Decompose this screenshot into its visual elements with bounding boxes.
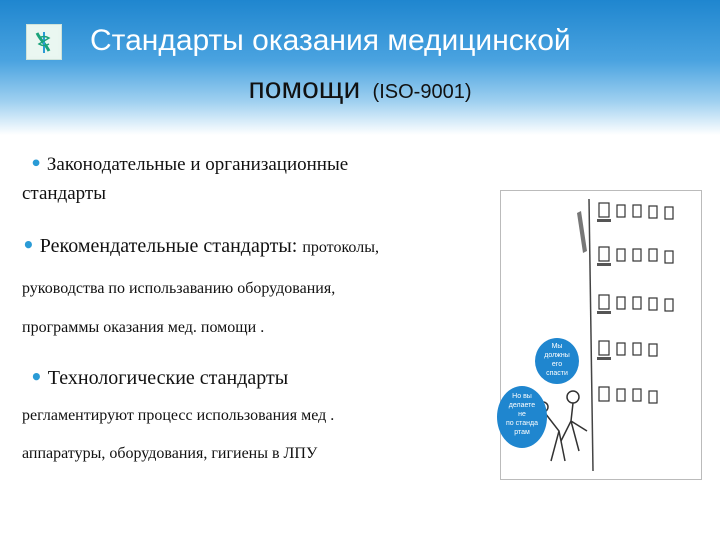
speech-bubble-1: Мы должны его спасти (535, 338, 579, 384)
medical-logo (26, 24, 62, 60)
bullet-icon: • (30, 153, 43, 175)
bullet-item-1 (30, 153, 348, 176)
bullet-item-1-text: Законодательные и организационные (46, 154, 349, 175)
slide-title-line2 (0, 72, 720, 106)
bullet-item-2-line3: программы оказания мед. помощи . (22, 319, 265, 336)
bullet-item-2 (22, 233, 379, 258)
bullet-item-3-line3: аппаратуры, оборудования, гигиены в ЛПУ (22, 445, 318, 462)
bullet-item-3 (30, 365, 288, 390)
speech-bubble-2: Но вы делаете не по станда ртам (497, 386, 547, 448)
header-banner (0, 0, 720, 135)
bullet-item-3-text: Технологические стандарты (47, 367, 289, 389)
slide-title-line1: Стандарты оказания медицинской (90, 24, 571, 57)
bullet-item-2-text: Рекомендательные стандарты: (39, 235, 298, 257)
bullet-item-1-cont: стандарты (22, 183, 106, 204)
bullet-item-2-small: протоколы, (302, 239, 379, 256)
bullet-item-2-line2: руководства по использаванию оборудования, (22, 280, 336, 297)
slide-title-iso: (ISO-9001) (372, 81, 472, 103)
bullet-item-3-line2: регламентируют процесс использования мед . (22, 407, 335, 424)
bullet-icon: • (30, 365, 43, 389)
bullet-icon: • (22, 233, 35, 257)
slide-title-word: помощи (248, 72, 361, 105)
caduceus-icon (27, 25, 61, 59)
